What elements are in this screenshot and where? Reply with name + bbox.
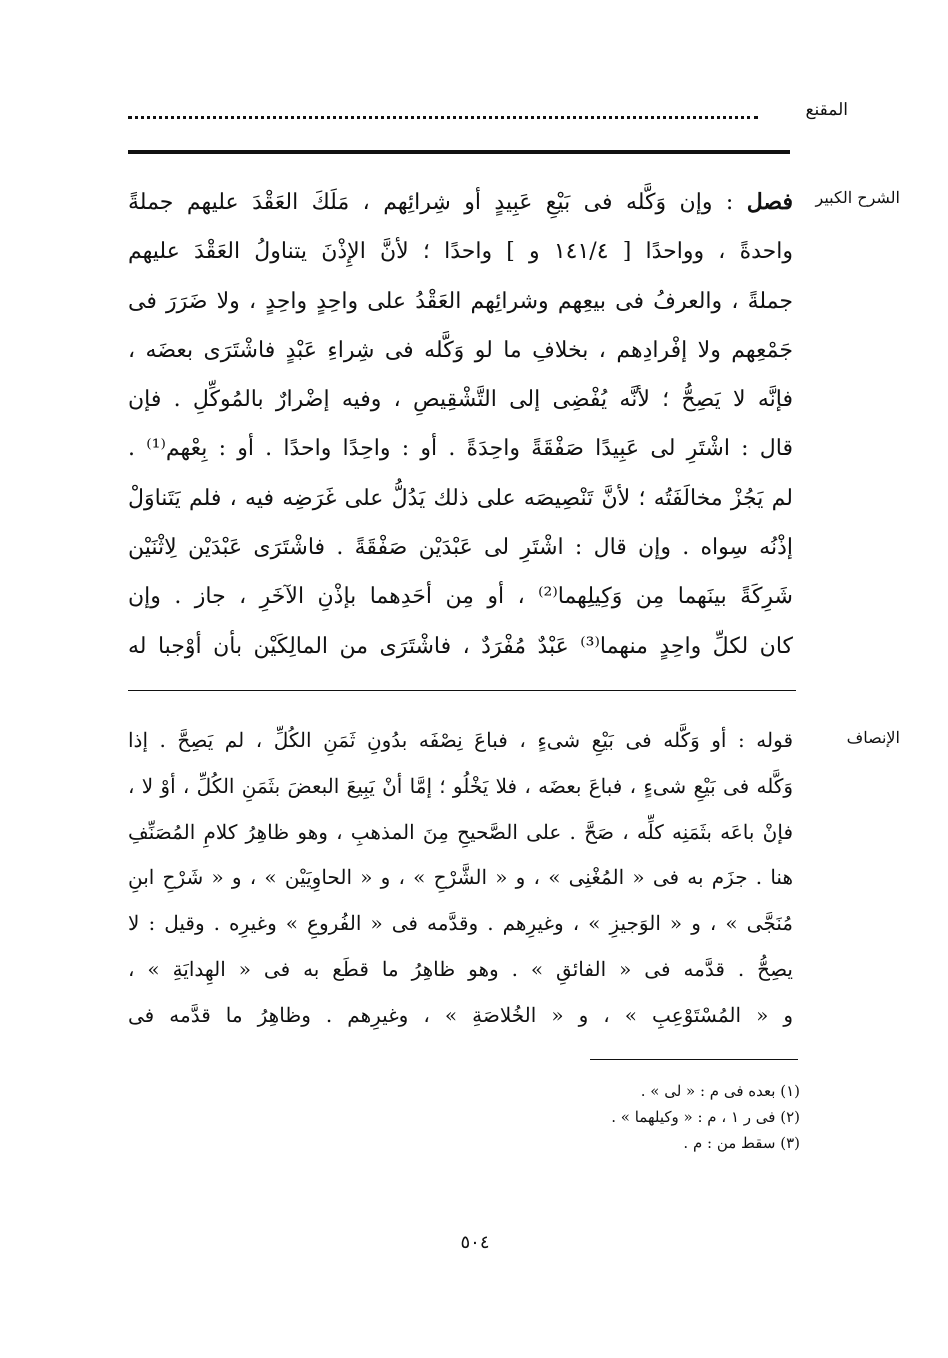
insaf-line: مُنَجَّى » ، و « الوَجيزِ » ، وغيرِهم . وقدَّمه فى « الفُروعِ » وغيرِه . وقيل : لا <box>128 911 793 936</box>
insaf-section-label: الإنصاف <box>846 728 900 747</box>
footnote: (١) بعده فى م : « لى » . <box>640 1082 800 1100</box>
main-line-first <box>128 178 793 227</box>
footnote-rule <box>590 1059 798 1060</box>
main-line: واحدةً ، وواحدًا [ ١٤١/٤ و ] واحدًا ؛ لأنَّ الإِذْنَ يتناولُ العَقْدَ عليهم <box>128 239 793 265</box>
footnotes <box>611 1078 800 1156</box>
section-divider <box>128 690 796 691</box>
main-line: لم يَجُزْ مخالَفَتُه ؛ لأنَّ تَنْصِيصَه على ذلك يَدُلُّ على غَرَضِه فيه ، فلم يَتَناوَلْ <box>128 485 793 511</box>
insaf-line: فإنْ باعَه بثَمَنِه كلِّه ، صَحَّ . على الصَّحيحِ مِنَ المذهبِ ، وهو ظاهِرُ كلامِ المُصَنِّفِ <box>128 819 793 844</box>
page-number: ٥٠٤ <box>460 1232 490 1253</box>
main-line: جملةً ، والعرفُ فى بيعِهم وشرائِهم العَقْدُ على واحِدٍ واحِدٍ ، ولا ضَرَرَ فى <box>128 288 793 314</box>
main-line: إذْنُه سِواه . وإن قال : اشْتَرِ لى عَبْدَيْن صَفْقَةً . فاشْتَرَى عَبْدَيْن لِاثْنَيْن <box>128 535 793 561</box>
main-line: فإنَّه لا يَصِحُّ ؛ لأنَّه يُفْضِى إلى التَّشْقِيصِ ، وفيه إضْرارٌ بالمُوكِّلِ . فإن <box>128 387 793 413</box>
footnote: (٣) سقط من : م . <box>683 1134 800 1152</box>
main-line: قال : اشْتَرِ لى عَبِيدًا صَفْقَةً واحِدَةً . أو : واحِدًا واحدًا . أو : بِعْهم⁽¹⁾ . <box>128 436 793 462</box>
section-keyword: فصل <box>746 189 793 215</box>
insaf-line: و « المُسْتَوْعِبِ » ، و « الخُلاصَةِ » ، وغيرِهم . وظاهِرُ ما قدَّمه فى <box>128 1002 793 1027</box>
insaf-line: قوله : أو وَكَّله فى بَيْعِ شىءٍ ، فباعَ نِصْفَه بدُونِ ثَمَنِ الكُلِّ ، لم يَصِحَّ . إذا <box>128 728 793 752</box>
footnote: (٢) فى ر ١ ، م : « وكيلهما » . <box>611 1108 800 1126</box>
main-line: شَرِكَةً بينَهما مِن وَكِيلِهما⁽²⁾ ، أو مِن أحَدِهما بإذْنِ الآخَرِ ، جاز . وإن <box>128 584 793 610</box>
insaf-text-block <box>128 718 793 1039</box>
main-line: كان لكلِّ واحِدٍ منهما⁽³⁾ عَبْدٌ مُفْرَدٌ ، فاشْتَرَى من المالِكَيْن بأن أوْجبا له <box>128 633 793 659</box>
insaf-line: هنا . جزَم به فى « المُغْنِى » ، و « الشَّرْحِ » ، و « الحاوِيَيْن » ، و « شَرْحِ ابنِ <box>128 865 793 890</box>
insaf-line: وَكَّله فى بَيْعِ شىءٍ ، فباعَ بعضَه ، فلا يَخْلُو ؛ إمَّا أنْ يَبِيعَ البعضَ بثَمَنِ الكُلِّ ، أوْ لا ، <box>128 773 793 798</box>
main-section-label: الشرح الكبير <box>815 188 900 207</box>
main-text-block <box>128 178 793 671</box>
dotted-rule <box>128 116 758 119</box>
running-head: المقنع <box>805 100 848 120</box>
header-rule <box>128 150 790 154</box>
insaf-line: يصِحُّ . قدَّمه فى « الفائقِ » . وهو ظاهِرُ ما قطَع به فى « الهِدايَةِ » ، <box>128 956 793 981</box>
main-line: جَمْعِهم ولا إفْرادِهم ، بخلافِ ما لو وَكَّله فى شِراءِ عَبْدٍ فاشْتَرَى بعضَه ، <box>128 337 793 363</box>
main-line-first-text: : وإن وَكَّله فى بَيْعِ عَبِيدٍ أو شِرائِهم ، مَلَكَ العَقْدَ عليهم جملةً <box>128 190 747 215</box>
